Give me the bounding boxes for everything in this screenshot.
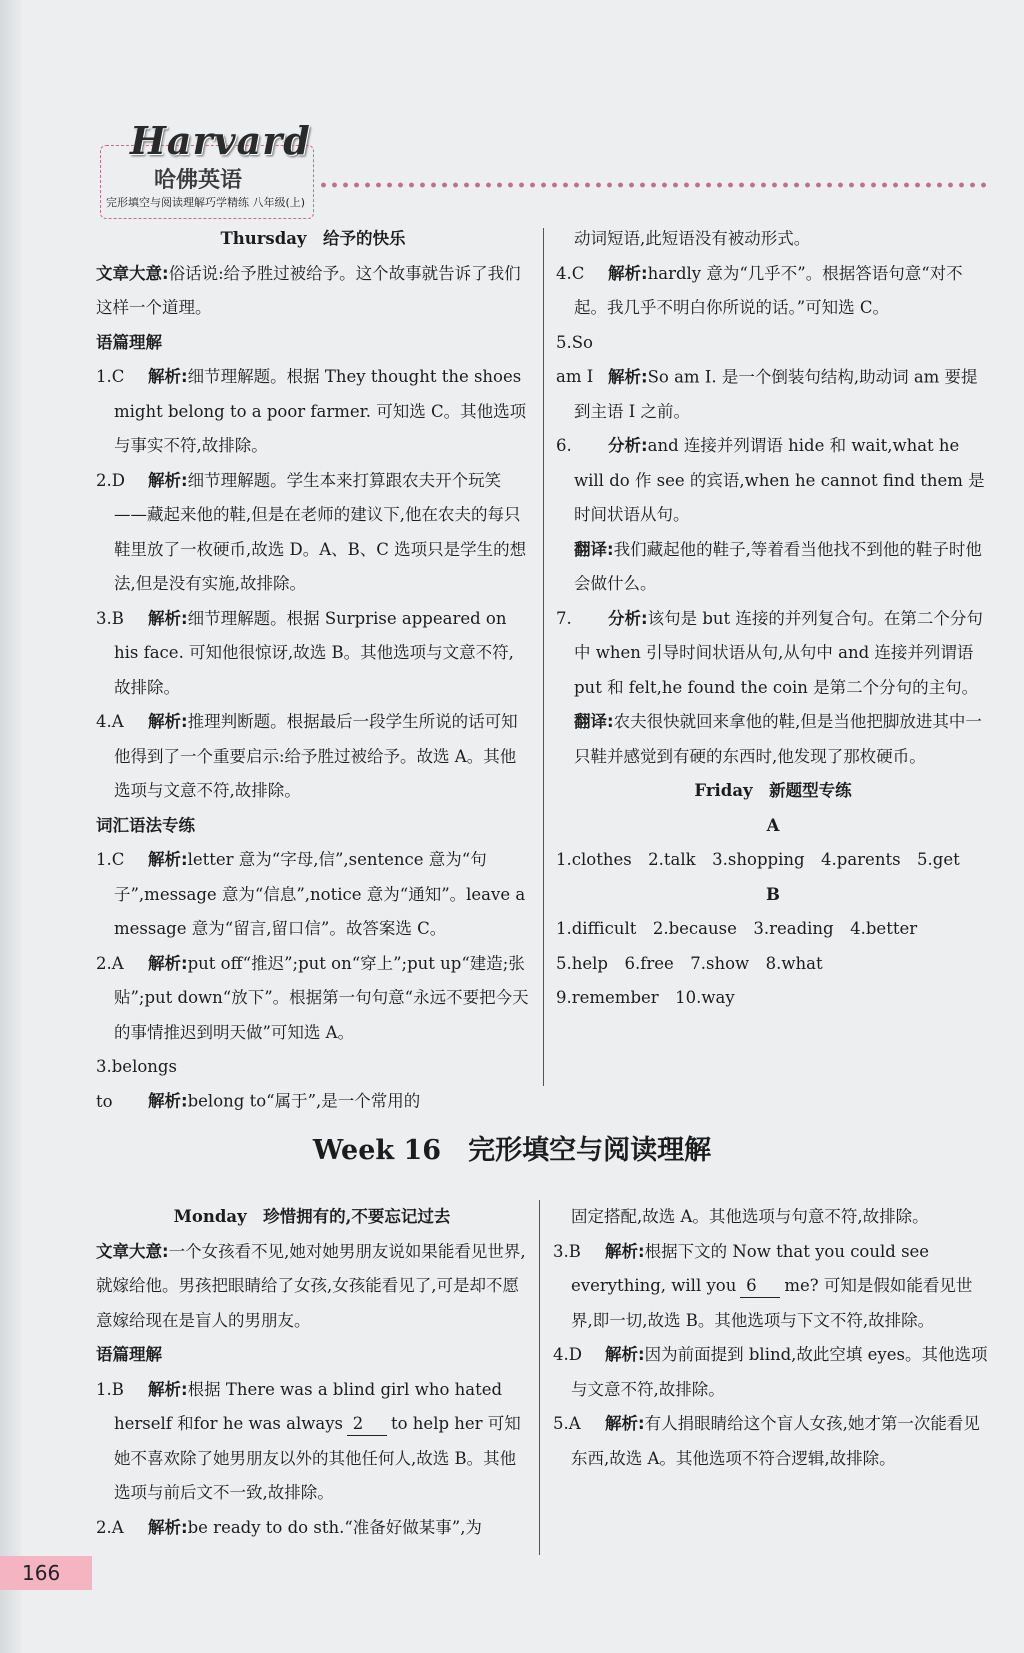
answer-text: letter 意为“字母,信”,sentence 意为“句子”,message 意为“信息”,notice 意为“通知”。leave a message 意为“留言,留口信”。故答案选 C。 xyxy=(114,850,526,938)
answer-item xyxy=(556,326,990,430)
answer-item xyxy=(96,947,530,1051)
answer-number: 2.D xyxy=(96,470,125,490)
answer-item xyxy=(96,1511,528,1546)
answer-text: belong to“属于”,是一个常用的 xyxy=(187,1091,421,1111)
answer-label: 解析: xyxy=(605,1241,645,1261)
answer-number: 4.C xyxy=(556,263,585,283)
paragraph-label: 文章大意: xyxy=(96,263,169,283)
header-dotted-line xyxy=(318,182,988,188)
page-number: 166 xyxy=(0,1556,92,1590)
text-line: 1.difficult 2.because 3.reading 4.better xyxy=(556,919,918,938)
bottom-right-column xyxy=(553,1200,989,1476)
answer-text: 细节理解题。学生本来打算跟农夫开个玩笑——藏起来他的鞋,但是在老师的建议下,他在农夫的每只鞋里放了一枚硬币,故选 D。A、B、C 选项只是学生的想法,但是没有实施,故排除。 xyxy=(114,470,527,593)
answer-item xyxy=(556,602,990,706)
continued-text: 固定搭配,故选 A。其他选项与句意不符,故排除。 xyxy=(571,1207,929,1226)
answer-item xyxy=(556,257,990,326)
answer-label: 解析: xyxy=(148,850,188,869)
paragraph-text: 俗话说:给予胜过被给予。这个故事就告诉了我们这样一个道理。 xyxy=(96,263,521,317)
section-title: A xyxy=(766,815,780,835)
answer-item xyxy=(96,843,530,947)
answer-number: 4.A xyxy=(96,712,124,731)
answer-text: to help her 可知她不喜欢除了她男朋友以外的其他任何人,故选 B。其他选项与前后文不一致,故排除。 xyxy=(114,1414,521,1502)
answer-label: 解析: xyxy=(608,263,648,283)
answer-label: 解析: xyxy=(148,470,188,490)
answer-number: 2.A xyxy=(96,1517,124,1537)
answer-text: be ready to do sth.“准备好做某事”,为 xyxy=(187,1517,482,1537)
answer-number: 3.belongs to xyxy=(96,1057,177,1111)
answer-label: 解析: xyxy=(148,367,188,386)
answer-label: 解析: xyxy=(148,953,188,973)
answer-item xyxy=(96,705,530,809)
text-line: 9.remember 10.way xyxy=(556,988,735,1007)
answer-number: 6. xyxy=(556,436,572,455)
answer-label: 解析: xyxy=(148,1517,188,1537)
logo-english: Harvard xyxy=(130,118,311,163)
right-column xyxy=(556,222,990,1016)
answer-number: 3.B xyxy=(96,608,124,628)
answer-number: 5.So am I xyxy=(556,332,594,386)
paragraph-label: 翻译: xyxy=(574,712,614,731)
answer-text: 推理判断题。根据最后一段学生所说的话可知他得到了一个重要启示:给予胜过被给予。故选 A。其他选项与文意不符,故排除。 xyxy=(114,712,518,800)
answer-text: 因为前面提到 blind,故此空填 eyes。其他选项与文意不符,故排除。 xyxy=(571,1345,988,1399)
answer-number: 1.B xyxy=(96,1379,124,1399)
answer-number: 3.B xyxy=(553,1241,581,1261)
answer-item xyxy=(96,360,530,464)
paragraph-label: 翻译: xyxy=(574,539,614,559)
answer-text: and 连接并列谓语 hide 和 wait,what he will do 作 see 的宾语,when he cannot find them 是时间状语从句。 xyxy=(574,436,985,524)
section-heading: 词汇语法专练 xyxy=(96,815,195,835)
answer-item xyxy=(553,1338,989,1407)
summary-text: 一个女孩看不见,她对她男朋友说如果能看见世界,就嫁给他。男孩把眼睛给了女孩,女孩能看见了,可是却不愿意嫁给现在是盲人的男朋友。 xyxy=(96,1241,526,1330)
paragraph-text: 我们藏起他的鞋子,等着看当他找不到他的鞋子时他会做什么。 xyxy=(574,539,982,593)
summary-label: 文章大意: xyxy=(96,1241,169,1261)
column-divider xyxy=(539,1200,540,1555)
answer-text: me? 可知是假如能看见世界,即一切,故选 B。其他选项与下文不符,故排除。 xyxy=(571,1276,973,1330)
labeled-paragraph xyxy=(556,533,990,602)
answer-item xyxy=(96,1050,530,1119)
answer-number: 1.C xyxy=(96,367,125,386)
text-line: 1.clothes 2.talk 3.shopping 4.parents 5.get xyxy=(556,850,960,869)
answer-label: 解析: xyxy=(148,712,188,731)
answer-label: 分析: xyxy=(608,608,648,628)
answer-number: 2.A xyxy=(96,953,124,973)
logo-chinese: 哈佛英语 xyxy=(154,168,243,193)
answer-label: 解析: xyxy=(605,1345,645,1364)
answer-text: 细节理解题。根据 They thought the shoes might belong to a poor farmer. 可知选 C。其他选项与事实不符,故排除。 xyxy=(114,367,527,455)
answer-item xyxy=(556,429,990,533)
section-heading: 语篇理解 xyxy=(96,1345,162,1364)
answer-text: 细节理解题。根据 Surprise appeared on his face. 可知他很惊讶,故选 B。其他选项与文意不符,故排除。 xyxy=(114,608,514,697)
answer-label: 解析: xyxy=(608,367,648,386)
column-divider xyxy=(543,228,544,1086)
answer-item xyxy=(553,1235,989,1339)
bottom-left-column xyxy=(96,1200,528,1545)
blank-number: 2 xyxy=(347,1413,387,1436)
answer-text: put off“推迟”;put on“穿上”;put up“建造;张贴”;put down“放下”。根据第一句句意“永远不要把今天的事情推迟到明天做”可知选 A。 xyxy=(114,953,529,1042)
answer-item xyxy=(96,602,530,706)
day-heading: Monday 珍惜拥有的,不要忘记过去 xyxy=(173,1207,451,1226)
page-edge xyxy=(0,0,22,1653)
section-title: Thursday 给予的快乐 xyxy=(220,229,406,248)
week-title: Week 16 完形填空与阅读理解 xyxy=(312,1135,712,1166)
answer-text: 根据下文的 Now that you could see everything, will you xyxy=(571,1241,930,1295)
section-title: B xyxy=(766,884,780,904)
labeled-paragraph xyxy=(556,705,990,774)
left-column xyxy=(96,222,530,1119)
answer-text: So am I. 是一个倒装句结构,助动词 am 要提到主语 I 之前。 xyxy=(574,367,978,421)
answer-label: 解析: xyxy=(148,608,188,628)
text-line: 5.help 6.free 7.show 8.what xyxy=(556,953,823,973)
answer-number: 5.A xyxy=(553,1414,581,1433)
answer-text: 有人捐眼睛给这个盲人女孩,她才第一次能看见东西,故选 A。其他选项不符合逻辑,故排除。 xyxy=(571,1414,980,1468)
answer-item xyxy=(96,464,530,602)
answer-label: 解析: xyxy=(148,1091,188,1111)
answer-item xyxy=(553,1407,989,1476)
answer-label: 解析: xyxy=(148,1379,188,1399)
section-title: Friday 新题型专练 xyxy=(694,781,852,800)
blank-number: 6 xyxy=(740,1275,780,1298)
answer-number: 4.D xyxy=(553,1345,582,1364)
series-title: 完形填空与阅读理解巧学精练 八年级(上) xyxy=(106,196,306,209)
answer-text: 该句是 but 连接的并列复合句。在第二个分句中 when 引导时间状语从句,从句中 and 连接并列谓语 put 和 felt,he found the coin 是第二个分句的主句。 xyxy=(574,608,983,697)
paragraph-text: 农夫很快就回来拿他的鞋,但是当他把脚放进其中一只鞋并感觉到有硬的东西时,他发现了那枚硬币。 xyxy=(574,712,982,766)
answer-text: hardly 意为“几乎不”。根据答语句意“对不起。我几乎不明白你所说的话。”可知选 C。 xyxy=(574,263,963,317)
answer-text: 根据 There was a blind girl who hated herself 和for he was always xyxy=(114,1379,503,1433)
labeled-paragraph xyxy=(96,257,530,326)
answer-number: 7. xyxy=(556,608,572,628)
answer-number: 1.C xyxy=(96,850,125,869)
answer-label: 解析: xyxy=(605,1414,645,1433)
summary-paragraph xyxy=(96,1235,528,1339)
answer-item xyxy=(96,1373,528,1511)
text-line: 动词短语,此短语没有被动形式。 xyxy=(574,229,811,248)
section-heading: 语篇理解 xyxy=(96,332,162,352)
answer-label: 分析: xyxy=(608,436,648,455)
